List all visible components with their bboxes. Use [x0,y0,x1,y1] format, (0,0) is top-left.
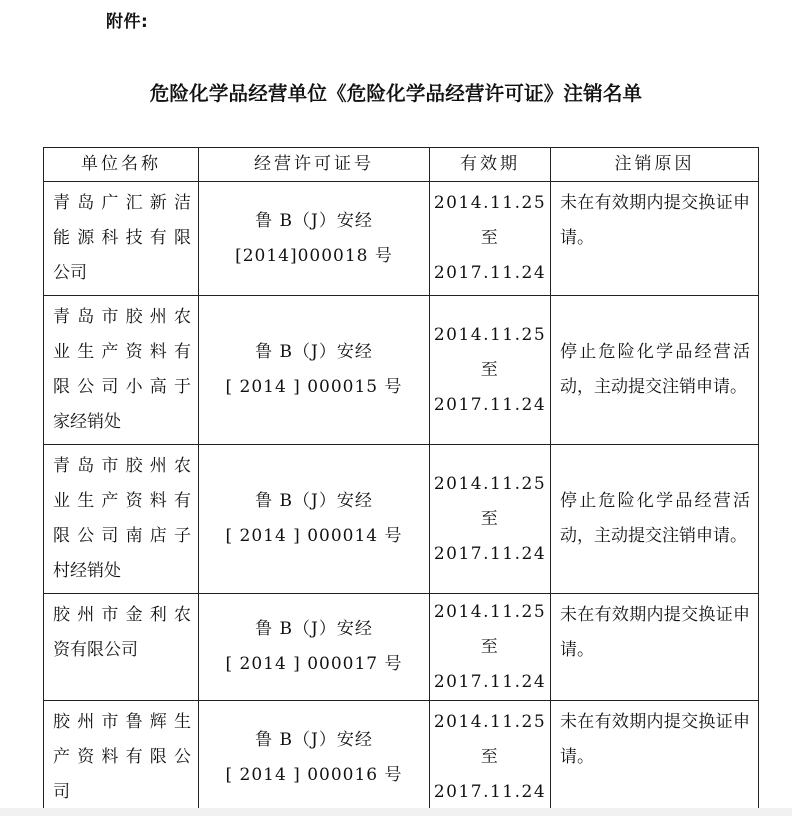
valid-to-word: 至 [480,228,500,248]
reason-cell [551,296,759,445]
unit-name-cell [44,445,199,594]
valid-from: 2014.11.25 [433,601,547,622]
reason-line: 动，主动提交注销申请。 [560,377,747,397]
license-number: [ 2014 ] 000014 号 [225,526,403,546]
valid-from: 2014.11.25 [433,473,547,494]
reason-line: 动，主动提交注销申请。 [560,526,747,546]
license-number-cell [199,445,430,594]
valid-from: 2014.11.25 [433,712,547,732]
unit-name-cell [44,182,199,296]
unit-name-cell [44,701,199,815]
reason-line: 请。 [560,640,594,660]
reason-cell [551,182,759,296]
header-revocation-reason: 注销原因 [551,148,759,182]
unit-name-line: 青岛市胶州农 [53,456,191,476]
validity-cell [430,445,551,594]
valid-to-word: 至 [480,636,500,657]
reason-line: 未在有效期内提交换证申 [560,605,750,625]
table-row [44,445,759,594]
valid-to: 2017.11.24 [433,543,547,564]
page-bottom-edge [0,808,792,816]
valid-from: 2014.11.25 [433,324,547,345]
unit-name-line: 村经销处 [53,561,121,581]
revocation-table [43,147,759,815]
table-row [44,701,759,815]
table-header-row [44,148,759,182]
validity-cell [430,701,551,815]
unit-name-line: 业生产资料有 [53,491,191,511]
valid-to: 2017.11.24 [433,394,547,415]
unit-name-line: 产资料有限公 [53,747,191,767]
document-title: 危险化学品经营单位《危险化学品经营许可证》注销名单 [149,82,643,105]
unit-name-line: 能源科技有限 [53,228,191,248]
unit-name-line: 业生产资料有 [53,342,191,362]
license-number: [ 2014 ] 000017 号 [225,654,403,674]
unit-name-cell [44,296,199,445]
validity-cell [430,594,551,701]
valid-to: 2017.11.24 [433,263,547,283]
unit-name-line: 限公司南店子 [53,526,191,546]
unit-name-line: 资有限公司 [53,640,138,660]
license-prefix: 鲁 B（J）安经 [255,342,373,362]
reason-cell [551,594,759,701]
unit-name-line: 司 [53,782,70,802]
valid-to: 2017.11.24 [433,671,547,692]
unit-name-line: 家经销处 [53,412,121,432]
unit-name-line: 青岛广汇新洁 [53,193,191,213]
license-number: [2014]000018 号 [235,245,393,266]
validity-cell [430,182,551,296]
valid-to-word: 至 [480,508,500,529]
table-row [44,182,759,296]
valid-to-word: 至 [480,359,500,380]
header-license-number: 经营许可证号 [199,148,430,182]
license-number-cell [199,182,430,296]
license-number-cell [199,701,430,815]
table-row [44,594,759,701]
valid-to: 2017.11.24 [433,782,547,802]
attachment-label: 附件: [106,12,149,32]
license-number: [ 2014 ] 000016 号 [225,764,403,785]
header-validity-period: 有效期 [430,148,551,182]
unit-name-line: 公司 [53,263,87,283]
unit-name-line: 胶州市鲁辉生 [53,712,191,732]
reason-line: 未在有效期内提交换证申 [560,193,750,213]
unit-name-cell [44,594,199,701]
license-prefix: 鲁 B（J）安经 [255,491,373,511]
license-number: [ 2014 ] 000015 号 [225,377,403,397]
license-prefix: 鲁 B（J）安经 [255,210,373,231]
unit-name-line: 限公司小高于 [53,377,191,397]
unit-name-line: 青岛市胶州农 [53,307,191,327]
reason-line: 请。 [560,228,594,248]
reason-cell [551,445,759,594]
header-unit-name: 单位名称 [44,148,199,182]
reason-line: 停止危险化学品经营活 [560,491,750,511]
valid-to-word: 至 [480,747,500,767]
table-row [44,296,759,445]
valid-from: 2014.11.25 [433,193,547,213]
license-prefix: 鲁 B（J）安经 [255,729,373,750]
reason-line: 未在有效期内提交换证申 [560,712,750,732]
license-number-cell [199,594,430,701]
license-prefix: 鲁 B（J）安经 [255,619,373,639]
reason-cell [551,701,759,815]
license-number-cell [199,296,430,445]
validity-cell [430,296,551,445]
reason-line: 请。 [560,747,594,767]
unit-name-line: 胶州市金利农 [53,605,191,625]
reason-line: 停止危险化学品经营活 [560,342,750,362]
